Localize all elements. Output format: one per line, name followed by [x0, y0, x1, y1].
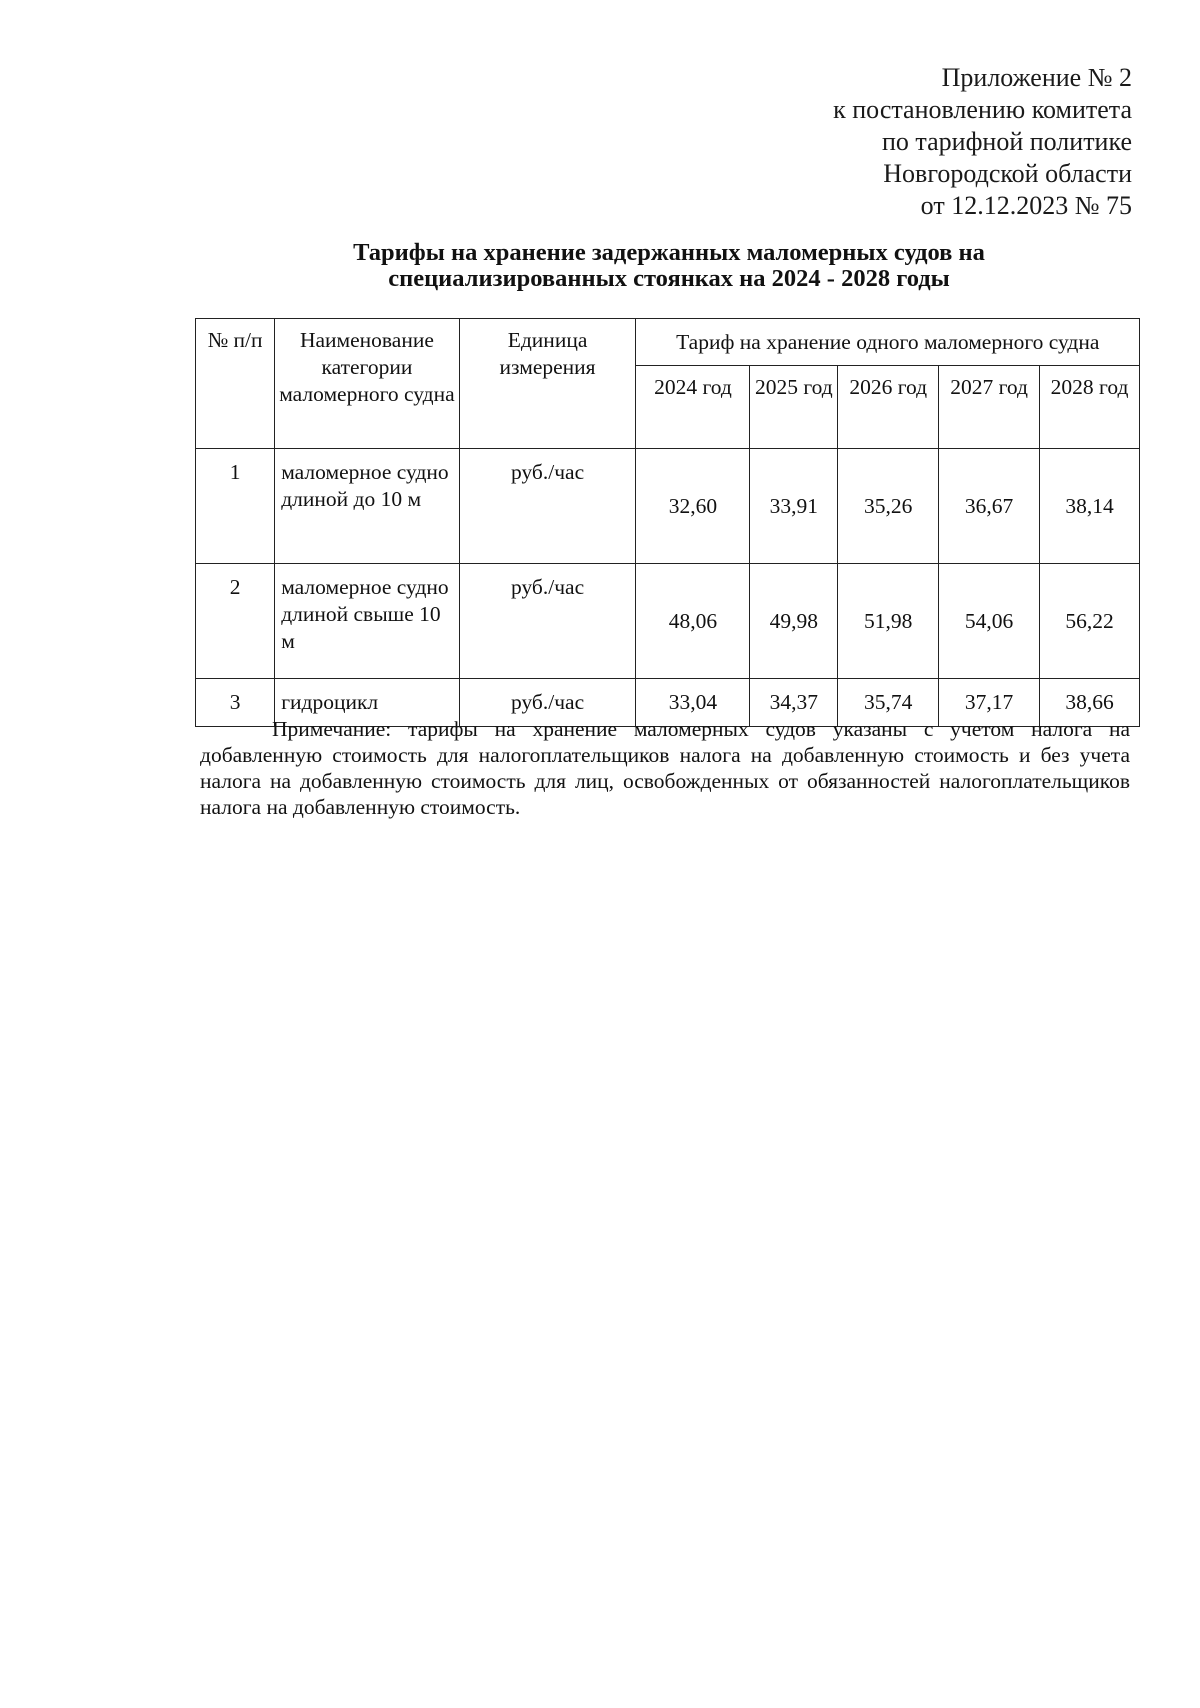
appendix-line: Новгородской области	[883, 159, 1132, 188]
row-value: 34,37	[750, 679, 838, 727]
table-header-row	[196, 319, 1140, 366]
appendix-header	[833, 62, 1132, 222]
row-value: 54,06	[939, 564, 1040, 679]
row-value: 51,98	[838, 564, 939, 679]
row-name: гидроцикл	[275, 679, 459, 727]
row-num: 2	[196, 564, 275, 679]
row-value: 36,67	[939, 449, 1040, 564]
row-value: 38,66	[1040, 679, 1140, 727]
row-value: 48,06	[636, 564, 750, 679]
row-unit: руб./час	[459, 449, 636, 564]
header-year: 2028 год	[1040, 366, 1140, 449]
note-paragraph: Примечание: тарифы на хранение маломерных судов указаны с учетом налога на добавленную стоимость для налогоплательщиков налога на добавленную стоимость и без учета налога на добавленную стоимость для лиц, освобожденных от обязанностей налогоплательщиков налога на добавленную стоимость.	[200, 717, 1130, 819]
appendix-line: Приложение № 2	[941, 63, 1132, 92]
appendix-line: к постановлению комитета	[833, 95, 1132, 124]
row-num: 3	[196, 679, 275, 727]
header-year: 2024 год	[636, 366, 750, 449]
header-year: 2027 год	[939, 366, 1040, 449]
appendix-line: по тарифной политике	[882, 127, 1132, 156]
row-name: маломерное судно длиной до 10 м	[275, 449, 459, 564]
row-value: 49,98	[750, 564, 838, 679]
row-value: 37,17	[939, 679, 1040, 727]
table-row	[196, 564, 1140, 679]
header-name: Наименование категории маломерного судна	[275, 319, 459, 449]
header-year: 2025 год	[750, 366, 838, 449]
header-unit: Единица измерения	[459, 319, 636, 449]
row-unit: руб./час	[459, 679, 636, 727]
row-value: 35,74	[838, 679, 939, 727]
header-tariff: Тариф на хранение одного маломерного судна	[636, 319, 1140, 366]
row-num: 1	[196, 449, 275, 564]
row-value: 33,04	[636, 679, 750, 727]
row-name: маломерное судно длиной свыше 10 м	[275, 564, 459, 679]
row-value: 56,22	[1040, 564, 1140, 679]
title-line: специализированных стоянках на 2024 - 2028 годы	[388, 265, 950, 292]
row-value: 35,26	[838, 449, 939, 564]
row-unit: руб./час	[459, 564, 636, 679]
document-title	[196, 240, 1142, 292]
row-value: 33,91	[750, 449, 838, 564]
title-line: Тарифы на хранение задержанных маломерных судов на	[353, 239, 985, 266]
appendix-line: от 12.12.2023 № 75	[920, 191, 1132, 220]
table-row	[196, 449, 1140, 564]
row-value: 32,60	[636, 449, 750, 564]
header-year: 2026 год	[838, 366, 939, 449]
header-num: № п/п	[196, 319, 275, 449]
tariff-table	[195, 318, 1140, 727]
row-value: 38,14	[1040, 449, 1140, 564]
